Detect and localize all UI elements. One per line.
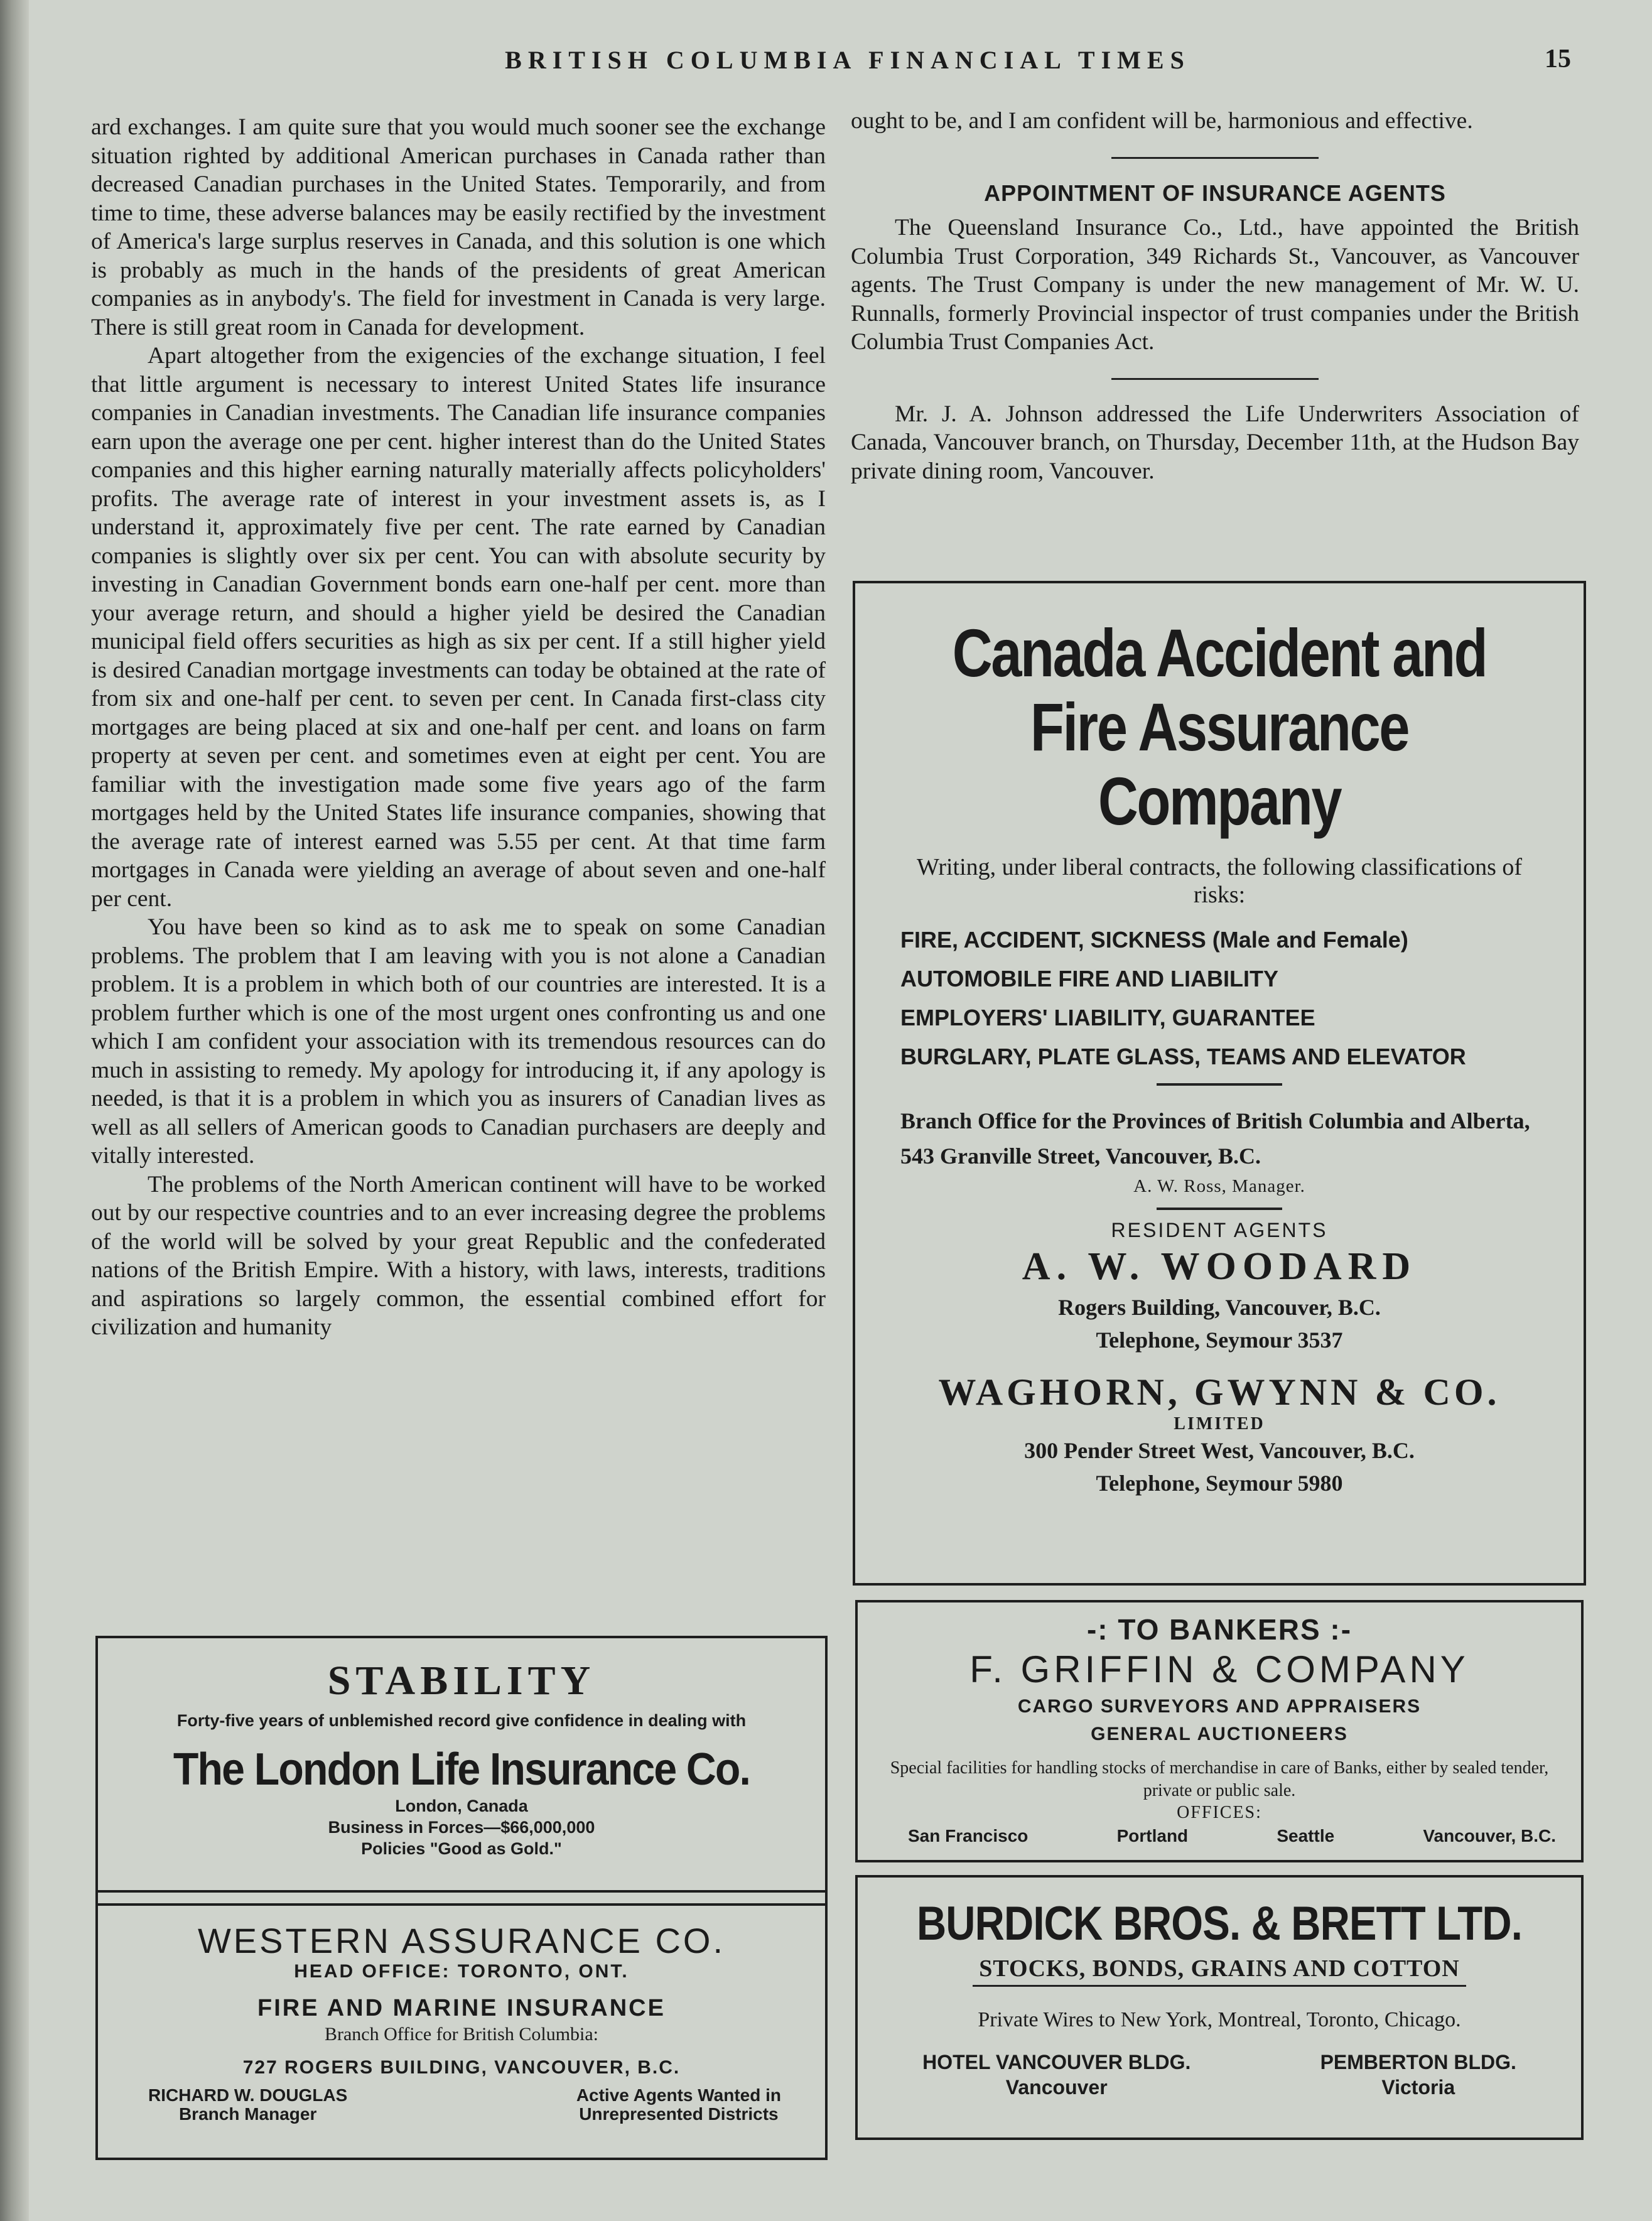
risk-item: EMPLOYERS' LIABILITY, GUARANTEE xyxy=(900,1005,1315,1030)
company-service: GENERAL AUCTIONEERS xyxy=(1091,1724,1348,1744)
ad-description: Private Wires to New York, Montreal, Toronto, Chicago. xyxy=(978,2008,1461,2031)
section-title: APPOINTMENT OF INSURANCE AGENTS xyxy=(984,180,1446,206)
building-city: Victoria xyxy=(1381,2076,1455,2099)
manager-title: Branch Manager xyxy=(178,2104,317,2124)
office-city: Portland xyxy=(1116,1826,1189,1845)
divider xyxy=(1111,157,1319,159)
divider xyxy=(1111,378,1319,380)
resident-agents-label: RESIDENT AGENTS xyxy=(1111,1219,1328,1241)
agents-wanted-line: Active Agents Wanted in xyxy=(576,2085,781,2105)
agents-wanted-line: Unrepresented Districts xyxy=(579,2104,779,2124)
johnson-paragraph: Mr. J. A. Johnson addressed the Life Underwriters Association of Canada, Vancouver branch, on Thursday, December 11th, at the Hudson Bay private dining room, Vancouver. xyxy=(851,401,1579,484)
branch-address: 727 ROGERS BUILDING, VANCOUVER, B.C. xyxy=(242,2057,681,2078)
office-cities xyxy=(858,1824,1581,1846)
page-header: BRITISH COLUMBIA FINANCIAL TIMES xyxy=(505,46,1190,74)
office-building xyxy=(1320,2050,1516,2100)
office-building xyxy=(922,2050,1190,2100)
article-continuation: ought to be, and I am confident will be, harmonious and effective. xyxy=(851,108,1473,134)
office-buildings xyxy=(858,2050,1581,2100)
risk-item: AUTOMOBILE FIRE AND LIABILITY xyxy=(900,966,1278,992)
head-office: HEAD OFFICE: TORONTO, ONT. xyxy=(294,1961,629,1982)
divider xyxy=(1157,1208,1282,1210)
agent-address: Rogers Building, Vancouver, B.C. xyxy=(1058,1295,1381,1320)
ad-description: Writing, under liberal contracts, the following classifications of risks: xyxy=(916,854,1523,908)
branch-manager xyxy=(148,2086,347,2124)
page-binding-shadow xyxy=(0,0,29,2221)
policies-tagline: Policies "Good as Gold." xyxy=(361,1839,562,1858)
ad-footer xyxy=(98,2078,825,2124)
branch-office-label: Branch Office for British Columbia: xyxy=(324,2024,599,2045)
agent-name: A. W. WOODARD xyxy=(1022,1245,1417,1288)
london-life-advertisement xyxy=(95,1636,828,1906)
manager-name: A. W. Ross, Manager. xyxy=(1133,1176,1305,1196)
western-assurance-advertisement xyxy=(95,1890,828,2160)
office-city: San Francisco xyxy=(908,1826,1028,1845)
ad-headline: STABILITY xyxy=(327,1658,596,1704)
branch-office: Branch Office for the Provinces of British Columbia and Alberta, 543 Granville Street, Vancouver, B.C. xyxy=(900,1108,1530,1169)
manager-name: RICHARD W. DOUGLAS xyxy=(148,2085,348,2105)
ad-description: Forty-five years of unblemished record give confidence in dealing with xyxy=(176,1711,747,1730)
business-in-force: Business in Forces—$66,000,000 xyxy=(328,1818,595,1837)
agent-limited: LIMITED xyxy=(1174,1414,1265,1434)
ad-title-line: Company xyxy=(1098,763,1341,839)
office-city: Vancouver, B.C. xyxy=(1423,1826,1556,1845)
company-service: STOCKS, BONDS, GRAINS AND COTTON xyxy=(973,1955,1466,1987)
building-city: Vancouver xyxy=(1005,2076,1108,2099)
risk-item: FIRE, ACCIDENT, SICKNESS (Male and Female) xyxy=(900,927,1408,953)
burdick-advertisement xyxy=(855,1875,1584,2140)
agents-wanted xyxy=(576,2086,781,2124)
article-paragraph: You have been so kind as to ask me to speak on some Canadian problems. The problem that I am leaving with you is not alone a Canadian problem. It is a problem in which both of our countries are interested. It is a problem further which is one of the most urgent ones confronting us and one which I am confident your association with its tremendous resources can do much in assisting to remedy. My apology for introducing it, if any apology is needed, is that it is a problem in which you as insurers of Canadian lives as well as all sellers of American goods to Canadian purchasers are deeply and vitally interested. xyxy=(91,914,826,1169)
ad-title-line: Canada Accident and xyxy=(952,615,1487,691)
appointment-paragraph: The Queensland Insurance Co., Ltd., have appointed the British Columbia Trust Corporation, 349 Richards St., Vancouver, as Vancouver agents. The Trust Company is under the new management of Mr. W. U. Runnalls, formerly Provincial inspector of trust companies under the British Columbia Trust Companies Act. xyxy=(851,215,1579,355)
company-name: The London Life Insurance Co. xyxy=(173,1744,750,1795)
office-city: Seattle xyxy=(1277,1826,1335,1845)
griffin-advertisement xyxy=(855,1600,1584,1862)
article-left-column xyxy=(91,113,826,1614)
ad-title-line: Fire Assurance xyxy=(1030,689,1409,765)
article-paragraph: ard exchanges. I am quite sure that you would much sooner see the exchange situation righted by additional American purchases in Canada rather than decreased Canadian purchases in the United States. Temporarily, and from time to time, these adverse balances may be easily rectified by the investment of America's large surplus reserves in Canada, and this solution is one which is probably as much in the hands of the presidents of great American companies as in anybody's. The field for investment in Canada is very large. There is still great room in Canada for development. xyxy=(91,114,826,340)
risk-item: BURGLARY, PLATE GLASS, TEAMS AND ELEVATOR xyxy=(900,1044,1466,1069)
agent-telephone: Telephone, Seymour 5980 xyxy=(1096,1471,1343,1496)
risk-list xyxy=(855,909,1584,1069)
canada-accident-advertisement xyxy=(853,581,1586,1586)
company-name: BURDICK BROS. & BRETT LTD. xyxy=(916,1897,1523,1950)
agent-address: 300 Pender Street West, Vancouver, B.C. xyxy=(1024,1438,1415,1463)
agent-name: WAGHORN, GWYNN & CO. xyxy=(938,1371,1501,1413)
article-right-column xyxy=(851,107,1579,485)
page-number: 15 xyxy=(1545,45,1571,73)
company-service: FIRE AND MARINE INSURANCE xyxy=(257,1995,666,2021)
ad-description: Special facilities for handling stocks of merchandise in care of Banks, either by sealed tender, private or public sale. xyxy=(890,1758,1549,1800)
article-paragraph: The problems of the North American continent will have to be worked out by our respective countries and to an ever increasing degree the problems of the world will be solved by your great Republic and the confederated nations of the British Empire. With a history, with laws, interests, traditions and aspirations so largely common, the essential combined effort for civilization and humanity xyxy=(91,1171,826,1340)
ad-title xyxy=(920,616,1518,838)
offices-label: OFFICES: xyxy=(1177,1803,1262,1822)
agent-telephone: Telephone, Seymour 3537 xyxy=(1096,1327,1343,1353)
company-name: F. GRIFFIN & COMPANY xyxy=(969,1648,1469,1690)
company-service: CARGO SURVEYORS AND APPRAISERS xyxy=(1017,1696,1422,1717)
building-name: HOTEL VANCOUVER BLDG. xyxy=(922,2051,1191,2073)
company-name: WESTERN ASSURANCE CO. xyxy=(197,1921,726,1960)
article-paragraph: Apart altogether from the exigencies of the exchange situation, I feel that little argument is necessary to interest United States life insurance companies in Canadian investments. The Canadian life insurance companies earn upon the average one per cent. higher interest than do the United States companies and this higher earning naturally materially affects policyholders' profits. The average rate of interest in your investment assets is, as I understand it, approximately five per cent. The rate earned by Canadian companies is slightly over six per cent. You can with absolute security by investing in Canadian Government bonds earn one-half per cent. more than your average return, and should a higher yield be desired the Canadian municipal field offers securities as high as six per cent. If a still higher yield is desired Canadian mortgage investments can today be obtained at the rate of from six and one-half per cent. to seven per cent. In Canada first-class city mortgages are being placed at six and one-half per cent. and loans on farm property at seven per cent. and sometimes even at eight per cent. You are familiar with the investigation made some five years ago of the farm mortgages held by the United States life insurance companies, showing that the average rate of interest earned was 5.55 per cent. At that time farm mortgages in Canada were yielding an average of about seven and one-half per cent. xyxy=(91,343,826,912)
building-name: PEMBERTON BLDG. xyxy=(1320,2051,1516,2073)
company-city: London, Canada xyxy=(395,1797,528,1815)
divider xyxy=(1157,1083,1282,1086)
ad-kicker: -: TO BANKERS :- xyxy=(1086,1613,1352,1646)
